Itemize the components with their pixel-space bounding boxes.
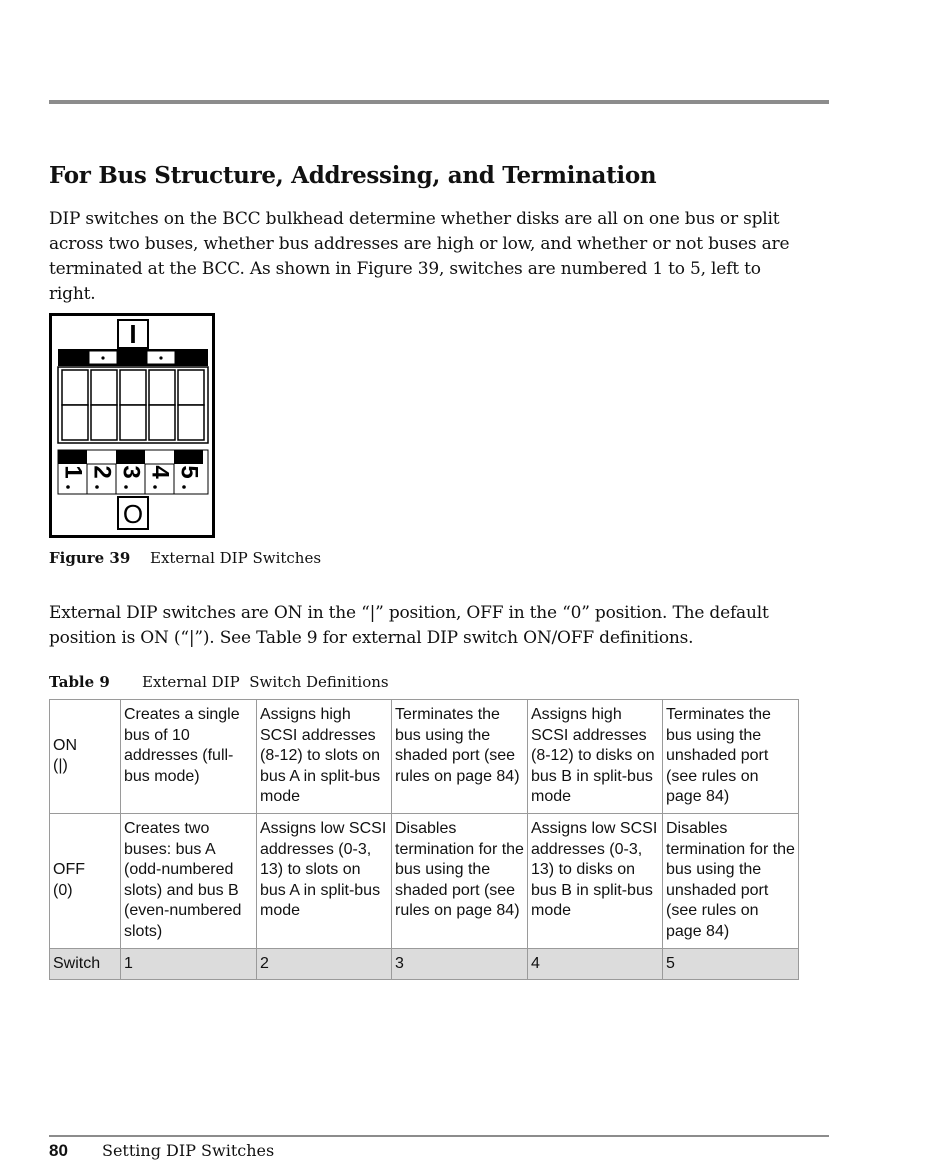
row-label-off: OFF (0) bbox=[50, 813, 121, 948]
figure-caption-text: External DIP Switches bbox=[150, 549, 322, 567]
switch-position-paragraph: External DIP switches are ON in the “|” position, OFF in the “0” position. The default position is ON (“|”). See Table 9 for external DIP switch ON/OFF definitions. bbox=[49, 603, 769, 648]
switch-number-5: 5 bbox=[175, 465, 203, 479]
table-cell: Disables termination for the bus using the shaded port (see rules on page 84) bbox=[392, 813, 528, 948]
figure-caption bbox=[49, 549, 321, 567]
switch-number-3: 3 bbox=[117, 465, 145, 479]
footer-rule bbox=[49, 1135, 829, 1137]
switch-number-4: 4 bbox=[146, 465, 174, 479]
table-cell: Assigns high SCSI addresses (8-12) to slots on bus A in split-bus mode bbox=[257, 700, 392, 814]
table-cell: 4 bbox=[528, 948, 663, 980]
table-cell: 2 bbox=[257, 948, 392, 980]
table-cell: 5 bbox=[663, 948, 799, 980]
table-row-switch bbox=[50, 948, 799, 980]
switch-bodies bbox=[58, 367, 208, 443]
table-cell: Assigns low SCSI addresses (0-3, 13) to slots on bus A in split-bus mode bbox=[257, 813, 392, 948]
footer-title: Setting DIP Switches bbox=[102, 1141, 275, 1160]
intro-paragraph: DIP switches on the BCC bulkhead determine whether disks are all on one bus or split across two buses, whether bus addresses are high or low, and whether or not buses are terminated at the BCC. As shown in Figure 39, switches are numbered 1 to 5, left to right. bbox=[49, 209, 790, 304]
top-indicator-bar bbox=[58, 349, 208, 366]
on-symbol: I bbox=[129, 319, 137, 349]
figure-label: Figure 39 bbox=[49, 549, 131, 567]
table-cell: 3 bbox=[392, 948, 528, 980]
table-cell: Creates two buses: bus A (odd-numbered slots) and bus B (even-numbered slots) bbox=[121, 813, 257, 948]
table-caption-text: External DIP Switch Definitions bbox=[142, 673, 389, 691]
table-cell: Assigns low SCSI addresses (0-3, 13) to disks on bus B in split-bus mode bbox=[528, 813, 663, 948]
table-row-on bbox=[50, 700, 799, 814]
header-rule bbox=[49, 100, 829, 104]
off-symbol: O bbox=[122, 499, 144, 529]
table-caption bbox=[49, 673, 389, 691]
dip-switch-definitions-table bbox=[49, 699, 799, 980]
table-cell: Terminates the bus using the shaded port (see rules on page 84) bbox=[392, 700, 528, 814]
section-heading: For Bus Structure, Addressing, and Termination bbox=[49, 162, 657, 189]
table-label: Table 9 bbox=[49, 673, 110, 691]
row-label-switch: Switch bbox=[50, 948, 121, 980]
switch-number-2: 2 bbox=[88, 465, 116, 479]
table-cell: 1 bbox=[121, 948, 257, 980]
table-cell: Assigns high SCSI addresses (8-12) to disks on bus B in split-bus mode bbox=[528, 700, 663, 814]
switch-number-1: 1 bbox=[59, 465, 87, 479]
table-cell: Terminates the bus using the unshaded port (see rules on page 84) bbox=[663, 700, 799, 814]
switch-number-row bbox=[58, 450, 208, 494]
table-cell: Creates a single bus of 10 addresses (full-bus mode) bbox=[121, 700, 257, 814]
dip-switch-figure bbox=[49, 313, 215, 538]
table-row-off bbox=[50, 813, 799, 948]
row-label-on: ON (|) bbox=[50, 700, 121, 814]
table-cell: Disables termination for the bus using the unshaded port (see rules on page 84) bbox=[663, 813, 799, 948]
page-number: 80 bbox=[49, 1141, 68, 1160]
